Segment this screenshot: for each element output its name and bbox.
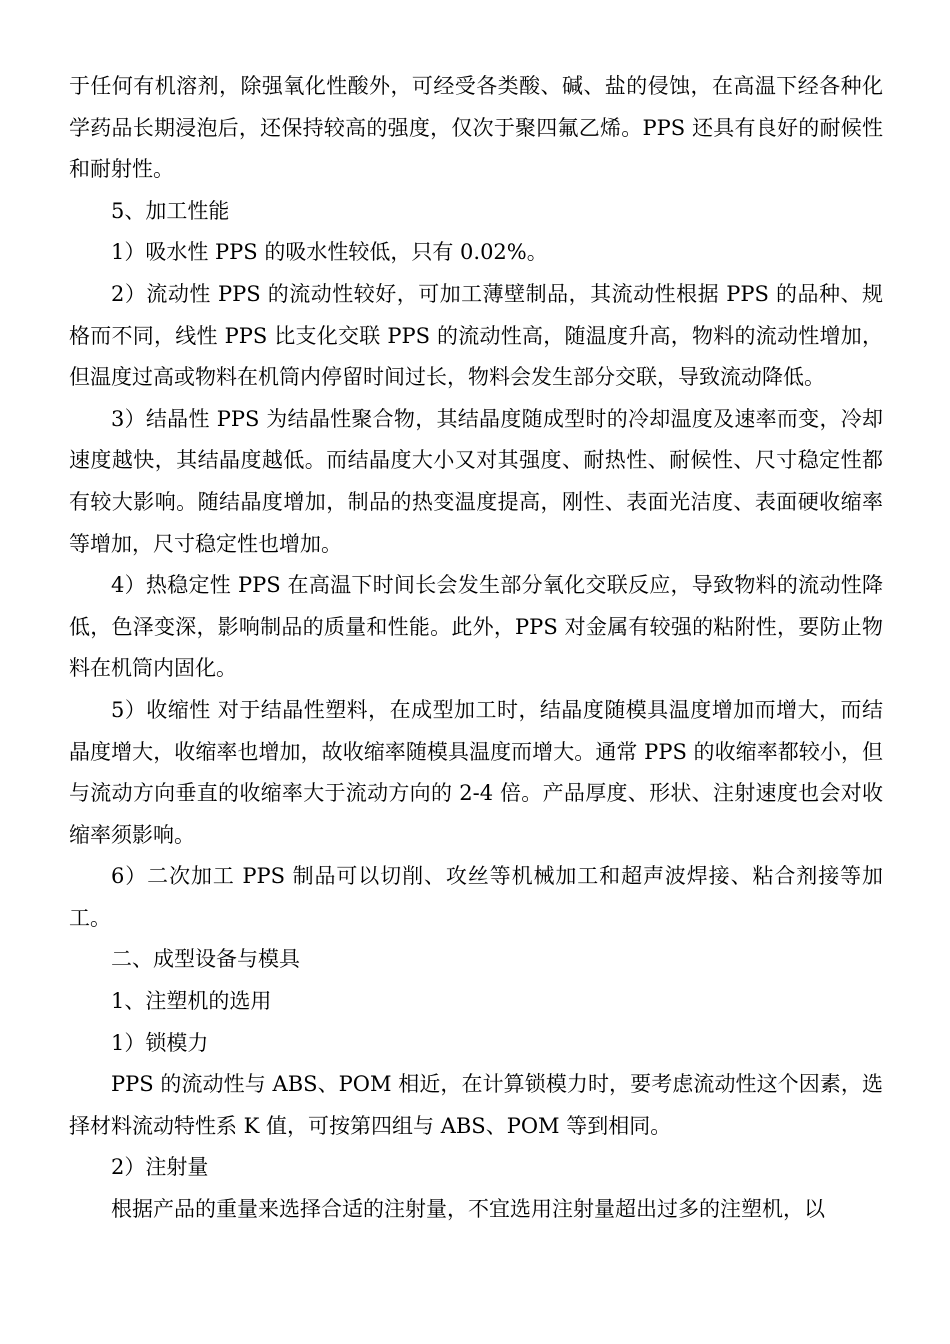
heading-molding-equipment: 二、成型设备与模具 — [111, 947, 300, 972]
paragraph-chemical-resistance: 于任何有机溶剂，除强氧化性酸外，可经受各类酸、碱、盐的侵蚀，在高温下经各种化学药品长期浸泡后，还保持较高的强度，仅次于聚四氟乙烯。PPS 还具有良好的耐候性和耐射性。 — [69, 74, 883, 182]
heading-injection-machine-selection: 1、注塑机的选用 — [111, 989, 272, 1014]
heading-processing-properties: 5、加工性能 — [111, 198, 230, 223]
paragraph-water-absorption: 1）吸水性 PPS 的吸水性较低，只有 0.02%。 — [111, 240, 548, 265]
paragraph-crystallinity: 3）结晶性 PPS 为结晶性聚合物，其结晶度随成型时的冷却温度及速率而变，冷却速度越快，其结晶度越低。而结晶度大小又对其强度、耐热性、耐候性、尺寸稳定性都有较大影响。随结晶度增加，制品的热变温度提高，刚性、表面光洁度、表面硬收缩率等增加，尺寸稳定性也增加。 — [69, 406, 883, 556]
paragraph-secondary-processing: 6）二次加工 PPS 制品可以切削、攻丝等机械加工和超声波焊接、粘合剂接等加工。 — [69, 864, 883, 930]
paragraph-clamping-force: PPS 的流动性与 ABS、POM 相近，在计算锁模力时，要考虑流动性这个因素，选择材料流动特性系 K 值，可按第四组与 ABS、POM 等到相同。 — [69, 1072, 883, 1138]
paragraph-shrinkage: 5）收缩性 对于结晶性塑料，在成型加工时，结晶度随模具温度增加而增大，而结晶度增大，收缩率也增加，故收缩率随模具温度而增大。通常 PPS 的收缩率都较小，但与流动方向垂直的收缩率大于流动方向的 2-4 倍。产品厚度、形状、注射速度也会对收缩率须影响。 — [69, 697, 883, 847]
heading-shot-volume: 2）注射量 — [111, 1155, 209, 1180]
document-page — [69, 66, 883, 1231]
paragraph-fluidity: 2）流动性 PPS 的流动性较好，可加工薄壁制品，其流动性根据 PPS 的品种、规格而不同，线性 PPS 比支化交联 PPS 的流动性高，随温度升高，物料的流动性增加，但温度过高或物料在机筒内停留时间过长，物料会发生部分交联，导致流动降低。 — [69, 281, 883, 390]
paragraph-shot-volume: 根据产品的重量来选择合适的注射量，不宜选用注射量超出过多的注塑机，以 — [111, 1197, 825, 1222]
heading-clamping-force: 1）锁模力 — [111, 1030, 209, 1055]
paragraph-thermal-stability: 4）热稳定性 PPS 在高温下时间长会发生部分氧化交联反应，导致物料的流动性降低，色泽变深，影响制品的质量和性能。此外，PPS 对金属有较强的粘附性，要防止物料在机筒内固化。 — [69, 573, 883, 681]
